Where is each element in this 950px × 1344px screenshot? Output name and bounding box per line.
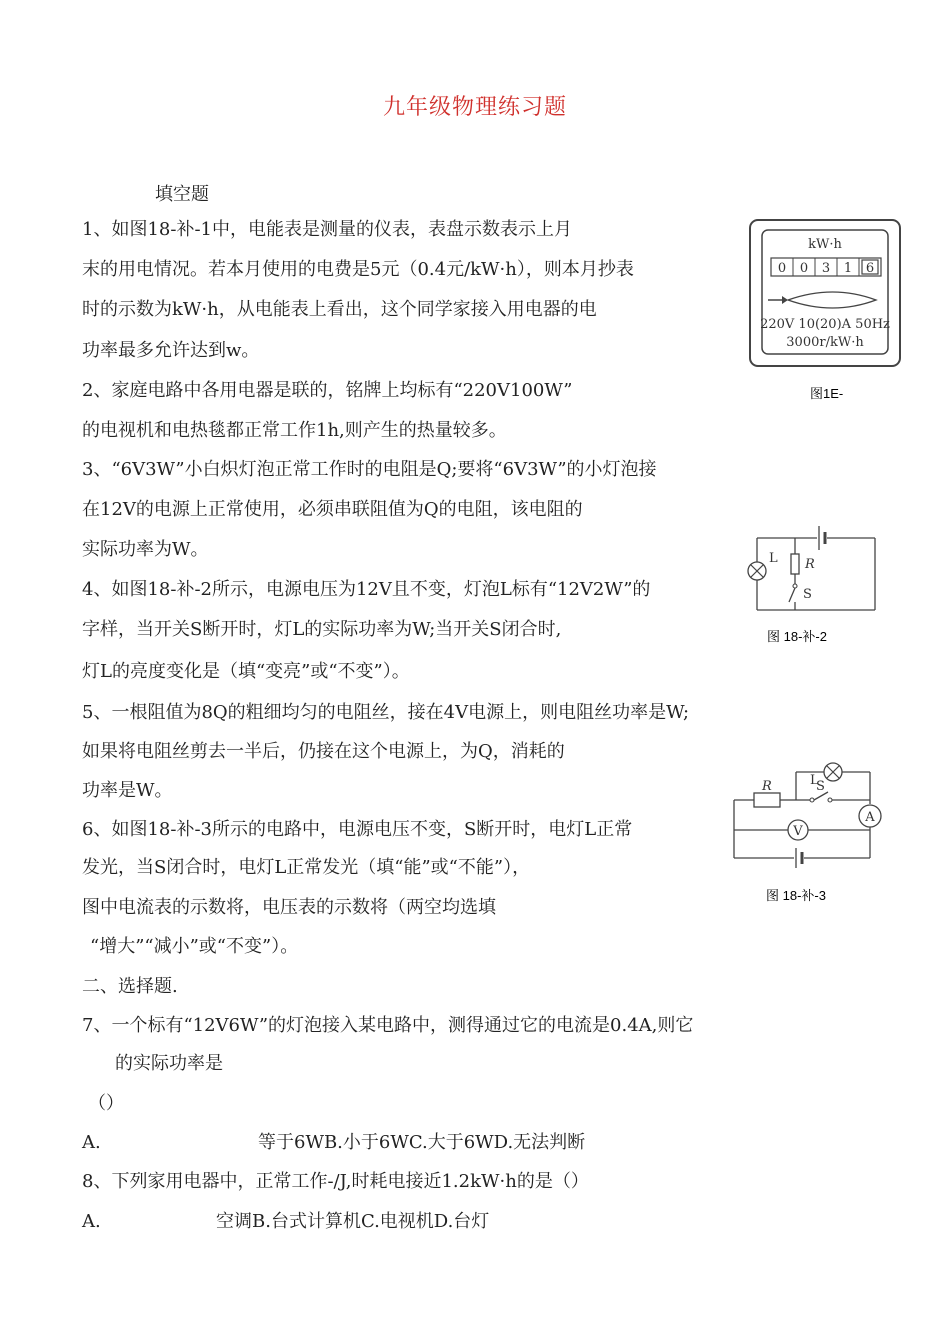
circuit-figure-3-caption: 图 18-补-3 <box>766 888 826 903</box>
question-5-line-1: 5、一根阻值为8Q的粗细均匀的电阻丝，接在4V电源上，则电阻丝功率是W; <box>82 702 690 723</box>
question-2-line-1: 2、家庭电路中各用电器是联的，铭牌上均标有“220V100W” <box>82 380 573 401</box>
resistor-icon <box>754 793 780 807</box>
question-1-line-1: 1、如图18-补-1中，电能表是测量的仪表，表盘示数表示上月 <box>82 219 572 240</box>
question-4-line-2: 字样，当开关S断开时，灯L的实际功率为W;当开关S闭合时, <box>82 619 562 640</box>
lamp-icon <box>824 763 842 781</box>
meter-figure-caption: 图1E- <box>810 386 844 400</box>
meter-disc-icon <box>768 292 876 308</box>
circuit-figure-2 <box>745 522 880 650</box>
question-5-line-3: 功率是W。 <box>82 780 173 801</box>
question-4-line-1: 4、如图18-补-2所示，电源电压为12V且不变，灯泡L标有“12V2W”的 <box>82 579 651 600</box>
question-7-option-marker: A. <box>82 1132 101 1153</box>
question-1-line-3: 时的示数为kW·h，从电能表上看出，这个同学家接入用电器的电 <box>82 299 597 320</box>
question-8-options: 空调B.台式计算机C.电视机D.台灯 <box>216 1211 490 1232</box>
voltmeter-icon <box>788 820 808 840</box>
question-1-line-2: 末的用电情况。若本月使用的电费是5元（0.4元/kW·h），则本月抄表 <box>82 259 634 280</box>
question-7-brackets: （） <box>88 1093 124 1114</box>
section-choice-heading: 二、选择题. <box>82 976 178 997</box>
question-6-line-2: 发光，当S闭合时，电灯L正常发光（填“能”或“不能”）， <box>82 857 531 878</box>
question-8-line-1: 8、下列家用电器中，正常工作-/J,时耗电接近1.2kW·h的是（） <box>82 1171 589 1192</box>
battery-icon <box>819 526 825 550</box>
circuit-figure-2-caption: 图 18-补-2 <box>767 629 827 644</box>
question-6-line-3: 图中电流表的示数将，电压表的示数将（两空均选填 <box>82 897 496 918</box>
meter-spec-constant: 3000r/kW·h <box>786 335 864 350</box>
question-2-line-2: 的电视机和电热毯都正常工作1h,则产生的热量较多。 <box>82 420 507 441</box>
meter-unit-label: kW·h <box>808 237 842 252</box>
question-8-option-marker: A. <box>82 1211 101 1232</box>
meter-digit-3: 3 <box>821 261 831 276</box>
question-7-line-1: 7、一个标有“12V6W”的灯泡接入某电路中，测得通过它的电流是0.4A,则它 <box>82 1015 694 1036</box>
lamp-icon <box>748 562 766 580</box>
voltmeter-label: V <box>793 824 803 839</box>
question-4-line-3: 灯L的亮度变化是（填“变亮”或“不变”）。 <box>82 661 410 682</box>
meter-digit-2: 0 <box>799 261 809 276</box>
page-title: 九年级物理练习题 <box>382 95 567 120</box>
switch-label: S <box>803 587 812 602</box>
question-7-line-2: 的实际功率是 <box>115 1053 223 1074</box>
meter-spec-rating: 220V 10(20)A 50Hz <box>760 317 890 332</box>
lamp-label: L <box>810 773 819 788</box>
question-6-line-4: “增大”“减小”或“不变”）。 <box>90 936 299 957</box>
resistor-label: R <box>805 557 815 572</box>
switch-icon <box>789 584 797 602</box>
question-7-options: 等于6WB.小于6WC.大于6WD.无法判断 <box>258 1132 586 1153</box>
circuit-figure-3 <box>728 760 888 910</box>
ammeter-icon <box>859 805 881 827</box>
resistor-icon <box>791 554 799 574</box>
question-3-line-2: 在12V的电源上正常使用，必须串联阻值为Q的电阻，该电阻的 <box>82 499 583 520</box>
ammeter-label: A <box>865 810 875 825</box>
battery-icon <box>796 848 802 868</box>
resistor-label: R <box>762 779 772 794</box>
question-1-line-4: 功率最多允许达到w。 <box>82 340 260 361</box>
section-fill-in-heading: 填空题 <box>155 184 209 205</box>
question-3-line-1: 3、“6V3W”小白炽灯泡正常工作时的电阻是Q;要将“6V3W”的小灯泡接 <box>82 459 657 480</box>
energy-meter-figure <box>748 218 904 400</box>
question-6-line-1: 6、如图18-补-3所示的电路中，电源电压不变，S断开时，电灯L正常 <box>82 819 633 840</box>
question-5-line-2: 如果将电阻丝剪去一半后，仍接在这个电源上，为Q，消耗的 <box>82 741 565 762</box>
meter-digit-5: 6 <box>865 261 875 276</box>
lamp-label: L <box>769 551 778 566</box>
switch-label: S <box>816 779 825 794</box>
meter-digit-4: 1 <box>843 261 853 276</box>
question-3-line-3: 实际功率为W。 <box>82 539 209 560</box>
meter-digit-1: 0 <box>777 261 787 276</box>
